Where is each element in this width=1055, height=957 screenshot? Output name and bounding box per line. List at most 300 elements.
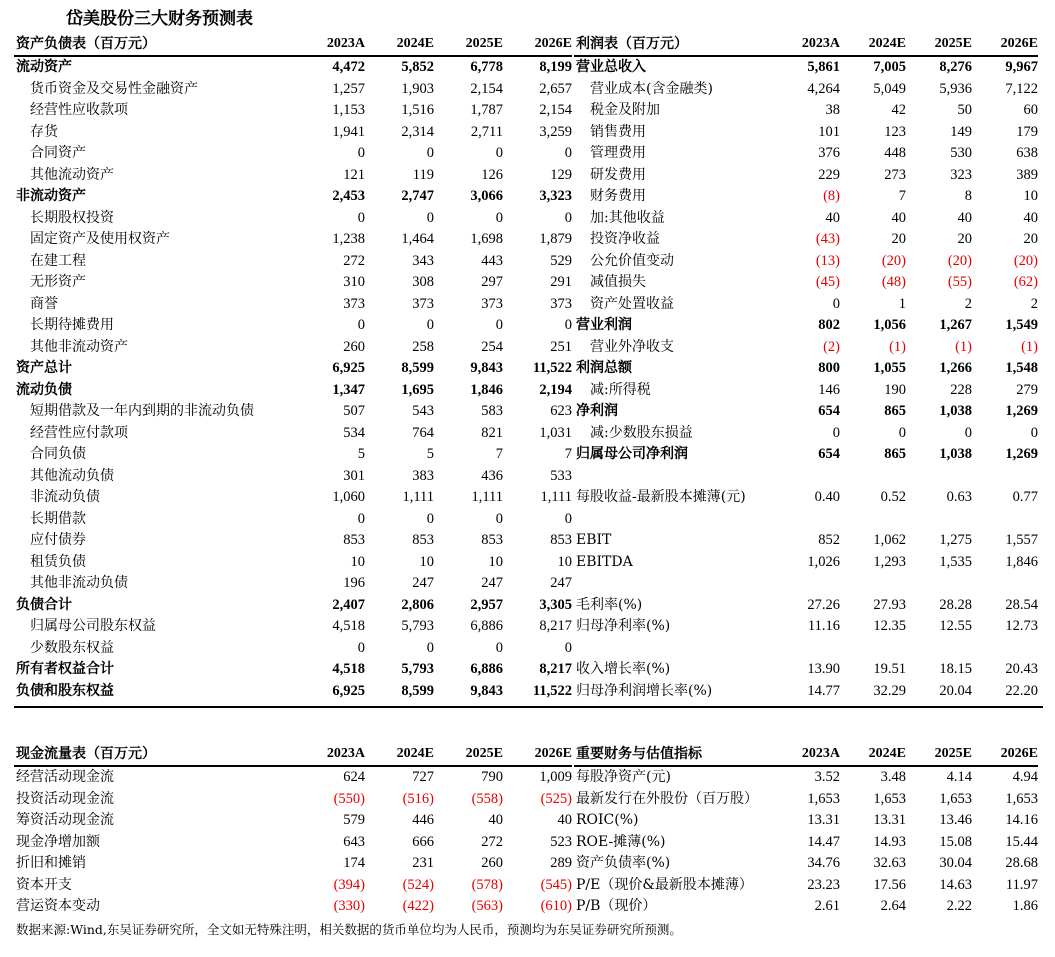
cell-value: 254: [481, 338, 503, 355]
row-label: 固定资产及使用权资产: [30, 231, 170, 247]
cell-value: 1,787: [470, 102, 503, 118]
table-row: [574, 294, 1038, 316]
cell-value: (20): [881, 252, 906, 269]
cell-value: [840, 638, 906, 660]
cell-value: [972, 638, 1038, 660]
row-label: 公允价值变动: [590, 252, 674, 269]
cell-value: 533: [550, 467, 572, 484]
cell-value: 0: [564, 317, 572, 333]
cell-value: 258: [412, 338, 434, 355]
cell-value: 727: [412, 769, 434, 785]
cell-value: 10: [350, 553, 365, 570]
income_statement-grid: [574, 33, 1038, 702]
cell-value: 9,843: [470, 682, 503, 699]
cell-value: 853: [412, 532, 434, 548]
table-row: [14, 56, 572, 79]
cell-value: 251: [550, 338, 572, 355]
table-row: [14, 380, 572, 402]
cell-value: 9,967: [1005, 59, 1038, 75]
cell-value: 291: [550, 274, 572, 290]
row-label: 管理费用: [590, 145, 646, 161]
cell-value: (55): [947, 274, 972, 290]
cell-value: 3,323: [539, 188, 572, 204]
cell-value: 121: [343, 166, 365, 183]
cell-value: 40: [557, 812, 572, 828]
row-label: 财务费用: [590, 188, 646, 204]
cell-value: 0: [357, 145, 365, 161]
cell-value: 1,038: [939, 446, 972, 462]
cell-value: 1,153: [332, 102, 365, 118]
cell-value: (62): [1013, 274, 1038, 290]
cell-value: 7: [495, 446, 503, 462]
cell-value: 8: [964, 188, 972, 204]
cell-value: 865: [884, 403, 906, 419]
cell-value: 852: [818, 532, 840, 548]
row-label: 资本开支: [16, 876, 72, 893]
cell-value: (2): [823, 338, 840, 355]
year-header: 2025E: [434, 743, 503, 766]
cell-value: (558): [471, 790, 503, 807]
cell-value: 853: [550, 532, 572, 548]
cell-value: 6,925: [332, 360, 365, 376]
cell-value: (1): [955, 338, 972, 355]
cell-value: 323: [950, 166, 972, 183]
table-row: [14, 789, 572, 811]
cell-value: 1,535: [939, 553, 972, 570]
row-label: [574, 638, 774, 660]
cell-value: 0: [495, 510, 503, 527]
year-header: 2023A: [296, 743, 365, 766]
table-row: [574, 444, 1038, 466]
cell-value: 529: [550, 252, 572, 269]
cell-value: 0: [357, 510, 365, 527]
row-label: 短期借款及一年内到期的非流动负债: [30, 403, 254, 419]
row-label: 毛利率(%): [576, 596, 643, 613]
cell-value: 38: [825, 102, 840, 118]
cell-value: 0: [832, 295, 840, 312]
row-label: 销售费用: [590, 123, 646, 140]
cell-value: 8,599: [401, 360, 434, 376]
table-row: [14, 896, 572, 918]
year-header: 2026E: [972, 743, 1038, 766]
cell-value: 1,653: [939, 790, 972, 807]
row-label: [574, 509, 774, 531]
cell-value: 50: [957, 102, 972, 118]
cell-value: 7: [898, 188, 906, 204]
cell-value: 373: [550, 295, 572, 312]
cell-value: 3,066: [470, 188, 503, 204]
cell-value: 1,060: [332, 489, 365, 505]
cell-value: 7: [564, 446, 572, 462]
table-row: [574, 530, 1038, 552]
cell-value: 15.08: [939, 833, 972, 850]
cell-value: 14.77: [807, 682, 840, 699]
cell-value: 273: [884, 166, 906, 183]
table-row: [14, 423, 572, 445]
table-row: [14, 186, 572, 208]
table-row: [574, 165, 1038, 187]
cell-value: 1,111: [540, 489, 572, 505]
cell-value: 8,217: [539, 618, 572, 634]
cell-value: 13.31: [873, 812, 906, 828]
cell-value: 260: [343, 338, 365, 355]
cell-value: 2.22: [946, 898, 972, 914]
cell-value: 1,347: [332, 381, 365, 398]
cell-value: 0: [495, 145, 503, 161]
cell-value: 8,217: [539, 661, 572, 677]
cell-value: 1,548: [1005, 360, 1038, 376]
cell-value: 1,257: [332, 80, 365, 97]
cell-value: 1,111: [402, 489, 434, 505]
cell-value: 6,886: [470, 661, 503, 677]
cell-value: 1,238: [332, 231, 365, 247]
table-row: [14, 143, 572, 165]
cell-value: 10: [488, 553, 503, 570]
table-row: [574, 573, 1038, 595]
cell-value: (330): [333, 898, 365, 914]
cell-value: 446: [412, 812, 434, 828]
row-label: 资产总计: [16, 360, 72, 376]
cell-value: 654: [818, 403, 840, 419]
cell-value: (545): [540, 876, 572, 893]
cell-value: [774, 573, 840, 595]
table-row: [14, 208, 572, 230]
cell-value: 1.86: [1012, 898, 1038, 914]
row-label: 经营活动现金流: [16, 769, 114, 785]
table-row: [574, 143, 1038, 165]
table-row: [574, 272, 1038, 294]
row-label: 投资净收益: [590, 231, 660, 247]
cell-value: 373: [343, 295, 365, 312]
cell-value: 1,941: [332, 123, 365, 140]
cell-value: 2,957: [470, 596, 503, 613]
table-header-row: [14, 33, 572, 56]
table-row: [14, 509, 572, 531]
source-note: 数据来源:Wind,东吴证券研究所，全文如无特殊注明，相关数据的货币单位均为人民币，预测均为东吴证券研究所预测。: [16, 922, 682, 937]
cell-value: 0: [357, 317, 365, 333]
cell-value: 1,846: [1005, 553, 1038, 570]
row-label: 归母净利润增长率(%): [576, 682, 713, 699]
cell-value: 2,747: [401, 188, 434, 204]
cell-value: 247: [412, 575, 434, 591]
cell-value: 0: [964, 424, 972, 441]
table-title: 资产负债表（百万元）: [14, 33, 296, 56]
row-label: 营业总收入: [576, 59, 646, 75]
table-row: [14, 165, 572, 187]
table-row: [574, 595, 1038, 617]
cell-value: 0: [564, 639, 572, 656]
row-label: 商誉: [30, 295, 58, 312]
cell-value: 12.73: [1005, 618, 1038, 634]
row-label: 负债合计: [16, 596, 72, 613]
cell-value: 174: [343, 855, 365, 871]
table-row: [574, 100, 1038, 122]
table-row: [574, 251, 1038, 273]
table-row: [14, 272, 572, 294]
cell-value: 623: [550, 403, 572, 419]
cell-value: 2,407: [332, 596, 365, 613]
cell-value: 5: [357, 446, 365, 462]
table-row: [14, 875, 572, 897]
cell-value: 10: [1023, 188, 1038, 204]
cell-value: 272: [481, 833, 503, 850]
cell-value: 9,843: [470, 360, 503, 376]
table-row: [14, 315, 572, 337]
cell-value: 0.77: [1012, 489, 1038, 505]
cell-value: 821: [481, 424, 503, 441]
cell-value: 5,861: [807, 59, 840, 75]
cell-value: (394): [333, 876, 365, 893]
cell-value: 530: [950, 145, 972, 161]
cell-value: 507: [343, 403, 365, 419]
row-label: 利润总额: [576, 360, 632, 376]
cell-value: 20: [1023, 231, 1038, 247]
table-row: [574, 186, 1038, 208]
table-row: [14, 466, 572, 488]
cell-value: 0.63: [946, 489, 972, 505]
table-row: [574, 380, 1038, 402]
row-label: 应付债券: [30, 532, 86, 548]
balance-sheet-table: [14, 33, 572, 702]
balance_sheet-grid: [14, 33, 572, 702]
cell-value: 543: [412, 403, 434, 419]
table-row: [574, 315, 1038, 337]
row-label: 营业利润: [576, 317, 632, 333]
cell-value: 0: [357, 209, 365, 226]
cell-value: 27.93: [873, 596, 906, 613]
cell-value: 0: [898, 424, 906, 441]
table-row: [14, 530, 572, 552]
cell-value: 534: [343, 424, 365, 441]
cell-value: 40: [1023, 209, 1038, 226]
cell-value: 190: [884, 381, 906, 398]
table-row: [574, 810, 1038, 832]
cell-value: 6,778: [470, 59, 503, 75]
year-header: 2025E: [434, 33, 503, 56]
cell-value: 383: [412, 467, 434, 484]
row-label: 归属母公司净利润: [576, 446, 688, 462]
cell-value: 0: [357, 639, 365, 656]
cell-value: (578): [471, 876, 503, 893]
cell-value: 1,038: [939, 403, 972, 419]
cell-value: 2,154: [539, 102, 572, 118]
cell-value: 310: [343, 274, 365, 290]
cell-value: 12.35: [873, 618, 906, 634]
cell-value: 14.16: [1005, 812, 1038, 828]
cell-value: 436: [481, 467, 503, 484]
table-row: [574, 423, 1038, 445]
cell-value: [774, 638, 840, 660]
cell-value: 1,026: [807, 553, 840, 570]
row-label: 少数股东权益: [30, 639, 114, 656]
cell-value: [972, 466, 1038, 488]
cell-value: [840, 509, 906, 531]
cell-value: 4,518: [332, 661, 365, 677]
cell-value: 2,453: [332, 188, 365, 204]
cell-value: 7,122: [1005, 80, 1038, 97]
cell-value: 1,653: [873, 790, 906, 807]
cell-value: 583: [481, 403, 503, 419]
row-label: 资产处置收益: [590, 295, 674, 312]
cell-value: 0: [495, 639, 503, 656]
key_metrics-grid: [574, 743, 1038, 918]
cell-value: (610): [540, 898, 572, 914]
table-row: [14, 251, 572, 273]
cell-value: 790: [481, 769, 503, 785]
cell-value: 1,653: [1005, 790, 1038, 807]
cell-value: (20): [1013, 252, 1038, 269]
cell-value: 4,472: [332, 59, 365, 75]
section-divider: [14, 706, 1043, 708]
table-row: [14, 573, 572, 595]
table-row: [14, 766, 572, 789]
cell-value: 13.46: [939, 812, 972, 828]
cell-value: 1,653: [807, 790, 840, 807]
cell-value: 129: [550, 166, 572, 183]
cell-value: (1): [1021, 338, 1038, 355]
cell-value: 40: [488, 812, 503, 828]
row-label: [574, 573, 774, 595]
row-label: 减值损失: [590, 274, 646, 290]
cell-value: 764: [412, 424, 434, 441]
cell-value: 0: [832, 424, 840, 441]
cell-value: 8,199: [539, 59, 572, 75]
row-label: 其他流动资产: [30, 166, 114, 183]
table-row: [14, 444, 572, 466]
table-row: [574, 122, 1038, 144]
row-label: 在建工程: [30, 252, 86, 269]
cell-value: 32.63: [873, 855, 906, 871]
cell-value: [840, 573, 906, 595]
table-row: [574, 229, 1038, 251]
cell-value: 14.93: [873, 833, 906, 850]
cell-value: (48): [881, 274, 906, 290]
cell-value: 11,522: [532, 682, 572, 699]
table-title: 现金流量表（百万元）: [14, 743, 296, 766]
table-row: [14, 401, 572, 423]
row-label: 归属母公司股东权益: [30, 618, 156, 634]
cell-value: 1,879: [539, 231, 572, 247]
table-row: [574, 208, 1038, 230]
cell-value: (550): [333, 790, 365, 807]
table-row: [574, 358, 1038, 380]
cell-value: 34.76: [807, 855, 840, 871]
cell-value: 1,846: [470, 381, 503, 398]
table-row: [574, 79, 1038, 101]
cell-value: 443: [481, 252, 503, 269]
cell-value: 20.43: [1005, 661, 1038, 677]
cell-value: 1,516: [401, 102, 434, 118]
cell-value: 2,657: [539, 80, 572, 97]
cell-value: 0: [426, 510, 434, 527]
table-row: [574, 896, 1038, 918]
cell-value: (43): [815, 231, 840, 247]
cell-value: 448: [884, 145, 906, 161]
cell-value: 5,793: [401, 618, 434, 634]
cell-value: 1,293: [873, 553, 906, 570]
row-label: 无形资产: [30, 274, 86, 290]
row-label: ROE-摊薄(%): [576, 833, 666, 850]
cell-value: 1,031: [539, 424, 572, 441]
cell-value: [906, 509, 972, 531]
cell-value: 4,518: [332, 618, 365, 634]
year-header: 2024E: [365, 33, 434, 56]
row-label: 现金净增加额: [16, 833, 100, 850]
table-header-row: [574, 33, 1038, 56]
row-label: 流动负债: [16, 381, 72, 398]
table-row: [574, 789, 1038, 811]
cell-value: 2,711: [470, 123, 503, 140]
row-label: 折旧和摊销: [16, 855, 86, 871]
cell-value: 5,936: [939, 80, 972, 97]
table-row: [14, 832, 572, 854]
cell-value: 247: [550, 575, 572, 591]
cell-value: 376: [818, 145, 840, 161]
cell-value: 579: [343, 812, 365, 828]
cell-value: [774, 509, 840, 531]
cell-value: [906, 638, 972, 660]
cell-value: 279: [1016, 381, 1038, 398]
cell-value: 1,009: [539, 769, 572, 785]
cell-value: 800: [818, 360, 840, 376]
row-label: 其他流动负债: [30, 467, 114, 484]
cell-value: 638: [1016, 145, 1038, 161]
cell-value: 0: [564, 209, 572, 226]
row-label: 净利润: [576, 403, 618, 419]
cell-value: [774, 466, 840, 488]
table-row: [14, 79, 572, 101]
cell-value: 28.54: [1005, 596, 1038, 613]
cell-value: 0: [495, 317, 503, 333]
row-label: P/B（现价）: [576, 898, 657, 914]
row-label: 长期股权投资: [30, 209, 114, 226]
year-header: 2023A: [774, 33, 840, 56]
cell-value: 373: [481, 295, 503, 312]
table-row: [14, 853, 572, 875]
cell-value: 643: [343, 833, 365, 850]
table-row: [14, 122, 572, 144]
cell-value: [840, 466, 906, 488]
cell-value: 0: [564, 145, 572, 161]
cell-value: 260: [481, 855, 503, 871]
row-label: 所有者权益合计: [16, 661, 114, 677]
row-label: 流动资产: [16, 59, 72, 75]
cell-value: 1: [898, 295, 906, 312]
cell-value: [906, 466, 972, 488]
row-label: 营业成本(含金融类): [590, 80, 713, 97]
cell-value: 1,111: [471, 489, 503, 505]
cell-value: 17.56: [873, 876, 906, 893]
row-label: 存货: [30, 123, 58, 140]
cell-value: 4.94: [1012, 769, 1038, 785]
row-label: 长期待摊费用: [30, 317, 114, 333]
row-label: 减:所得税: [590, 381, 651, 398]
cell-value: (524): [402, 876, 434, 893]
cell-value: 389: [1016, 166, 1038, 183]
cell-value: 11,522: [532, 360, 572, 376]
cell-value: 196: [343, 575, 365, 591]
report-title: 岱美股份三大财务预测表: [66, 9, 253, 29]
cell-value: 0: [495, 209, 503, 226]
table-row: [574, 56, 1038, 79]
cell-value: 1,269: [1005, 403, 1038, 419]
row-label: 负债和股东权益: [16, 682, 114, 699]
cell-value: 865: [884, 446, 906, 462]
cell-value: 802: [818, 317, 840, 333]
row-label: 合同负债: [30, 446, 86, 462]
cell-value: 2,806: [401, 596, 434, 613]
table-title: 利润表（百万元）: [574, 33, 774, 56]
